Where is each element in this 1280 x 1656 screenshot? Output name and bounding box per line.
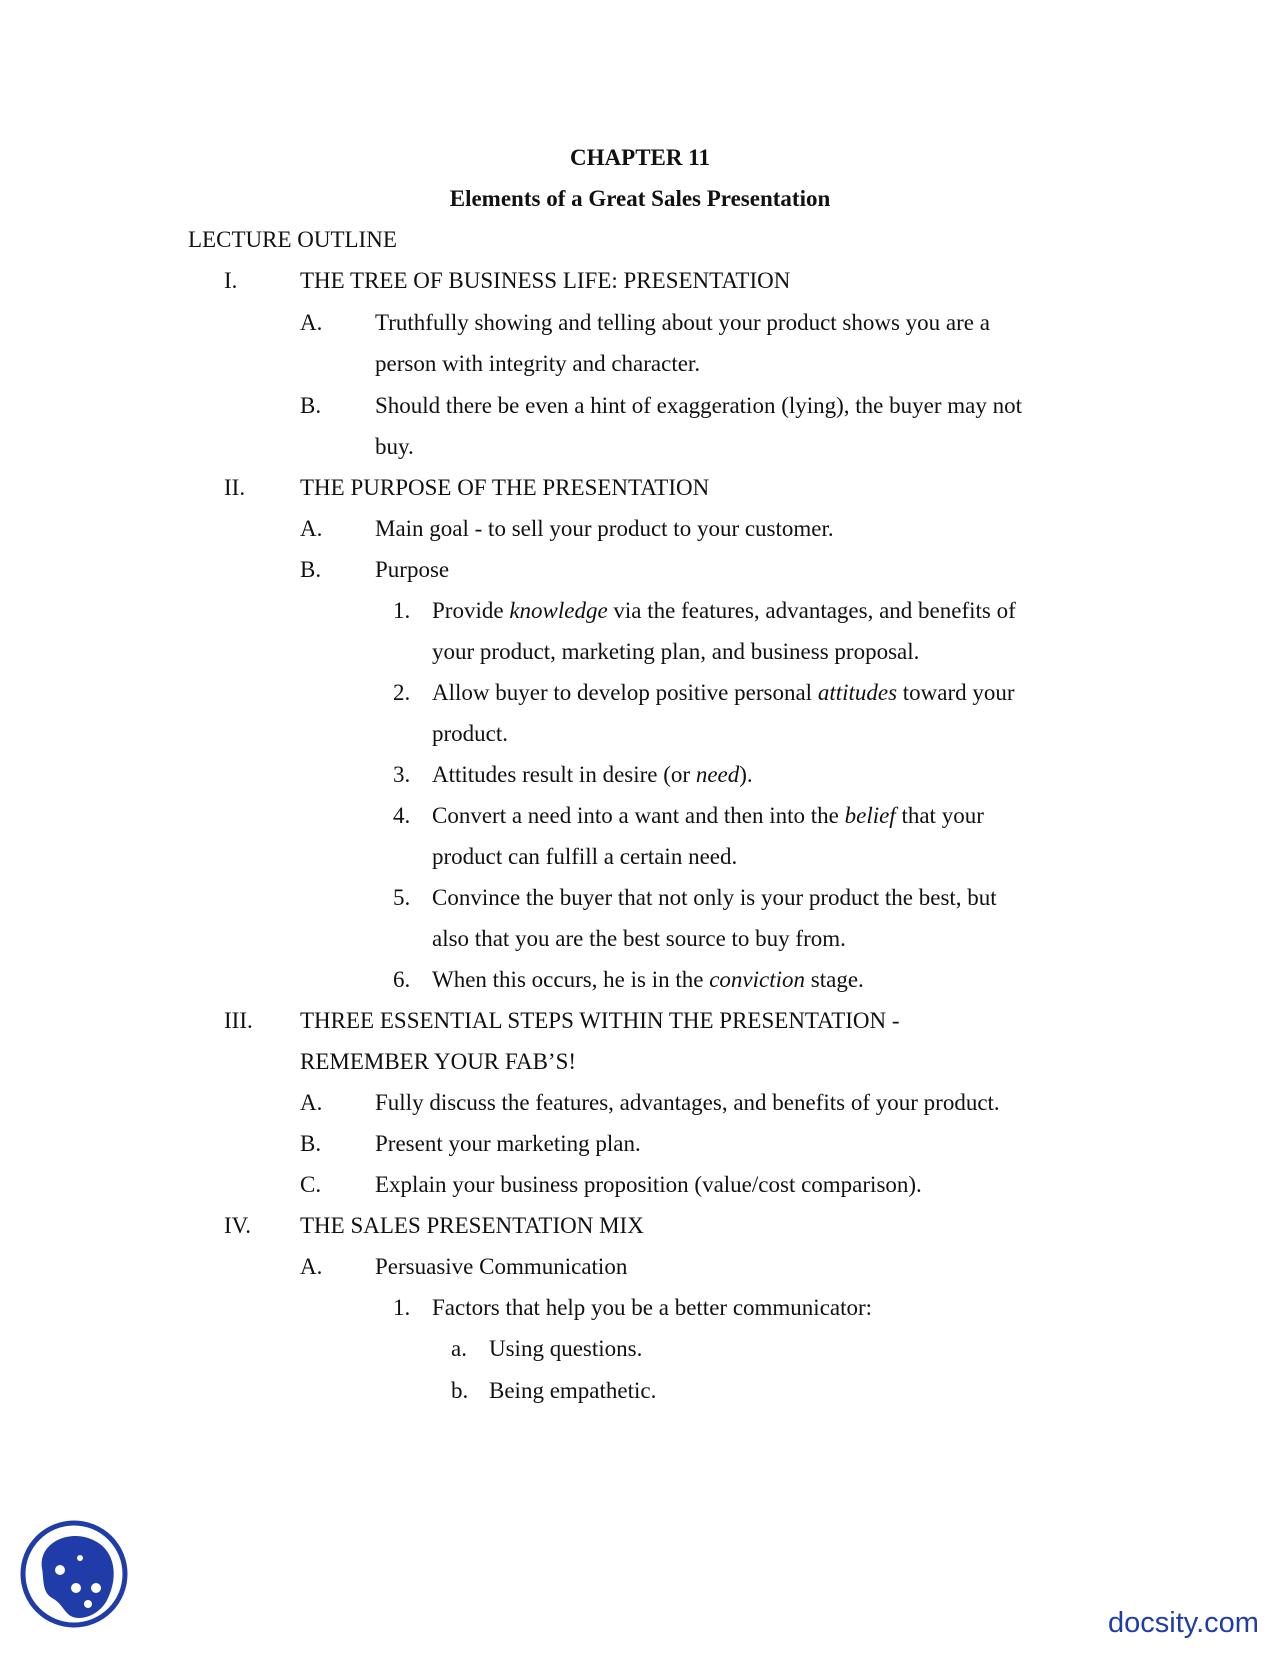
subitem-text: When this occurs, he is in the conviction stage. xyxy=(432,967,864,992)
item-letter: A. xyxy=(300,310,323,335)
subitem-text-continued: product. xyxy=(432,721,509,746)
item-letter: A. xyxy=(300,1090,323,1115)
subitem-text: Factors that help you be a better communicator: xyxy=(432,1295,873,1320)
item-text: Persuasive Communication xyxy=(375,1254,628,1279)
item-text: Explain your business proposition (value/cost comparison). xyxy=(375,1172,922,1197)
item-text: Should there be even a hint of exaggeration (lying), the buyer may not xyxy=(375,393,1022,418)
section-number: III. xyxy=(224,1008,253,1033)
section-heading-continued: REMEMBER YOUR FAB’S! xyxy=(300,1049,577,1074)
item-letter: B. xyxy=(300,1131,322,1156)
item-letter: C. xyxy=(300,1172,322,1197)
docsity-logo-icon[interactable] xyxy=(20,1518,130,1630)
section-heading: THE PURPOSE OF THE PRESENTATION xyxy=(300,475,710,500)
subitem-text: Allow buyer to develop positive personal attitudes toward your xyxy=(432,680,1015,705)
item-text-continued: person with integrity and character. xyxy=(375,351,701,376)
item-letter: A. xyxy=(300,516,323,541)
subitem-text-continued: product can fulfill a certain need. xyxy=(432,844,738,869)
emphasis: belief xyxy=(844,803,896,828)
section-number: IV. xyxy=(224,1213,252,1238)
emphasis: need xyxy=(695,762,740,787)
subitem-number: 6. xyxy=(393,967,411,992)
point-letter: a. xyxy=(451,1336,467,1361)
document-title: Elements of a Great Sales Presentation xyxy=(449,186,831,211)
subitem-number: 1. xyxy=(393,1295,411,1320)
emphasis: knowledge xyxy=(509,598,608,623)
point-text: Being empathetic. xyxy=(489,1378,657,1403)
subitem-text: Convince the buyer that not only is your product the best, but xyxy=(432,885,997,910)
emphasis: attitudes xyxy=(817,680,898,705)
section-heading: THE SALES PRESENTATION MIX xyxy=(300,1213,644,1238)
item-letter: B. xyxy=(300,557,322,582)
item-letter: B. xyxy=(300,393,322,418)
item-text: Fully discuss the features, advantages, and benefits of your product. xyxy=(375,1090,1000,1115)
subitem-number: 2. xyxy=(393,680,411,705)
subitem-number: 4. xyxy=(393,803,411,828)
item-text: Purpose xyxy=(375,557,450,582)
chapter-number: CHAPTER 11 xyxy=(570,145,710,170)
item-text: Truthfully showing and telling about your product shows you are a xyxy=(375,310,990,335)
subitem-text-continued: also that you are the best source to buy from. xyxy=(432,926,846,951)
outline-label: LECTURE OUTLINE xyxy=(188,227,397,252)
subitem-text: Provide knowledge via the features, advantages, and benefits of xyxy=(432,598,1016,623)
subitem-text: Convert a need into a want and then into the belief that your xyxy=(432,803,984,828)
section-heading: THREE ESSENTIAL STEPS WITHIN THE PRESENTATION - xyxy=(300,1008,900,1033)
emphasis: conviction xyxy=(709,967,806,992)
point-letter: b. xyxy=(451,1378,469,1403)
subitem-number: 1. xyxy=(393,598,411,623)
section-number: II. xyxy=(224,475,246,500)
item-text: Present your marketing plan. xyxy=(375,1131,641,1156)
subitem-text-continued: your product, marketing plan, and business proposal. xyxy=(432,639,920,664)
point-text: Using questions. xyxy=(489,1336,643,1361)
section-number: I. xyxy=(224,268,238,293)
item-letter: A. xyxy=(300,1254,323,1279)
section-heading: THE TREE OF BUSINESS LIFE: PRESENTATION xyxy=(300,268,791,293)
subitem-number: 5. xyxy=(393,885,411,910)
subitem-text: Attitudes result in desire (or need). xyxy=(432,762,753,787)
item-text: Main goal - to sell your product to your customer. xyxy=(375,516,834,541)
item-text-continued: buy. xyxy=(375,434,414,459)
docsity-brand-link[interactable]: docsity.com xyxy=(1108,1607,1259,1639)
subitem-number: 3. xyxy=(393,762,411,787)
